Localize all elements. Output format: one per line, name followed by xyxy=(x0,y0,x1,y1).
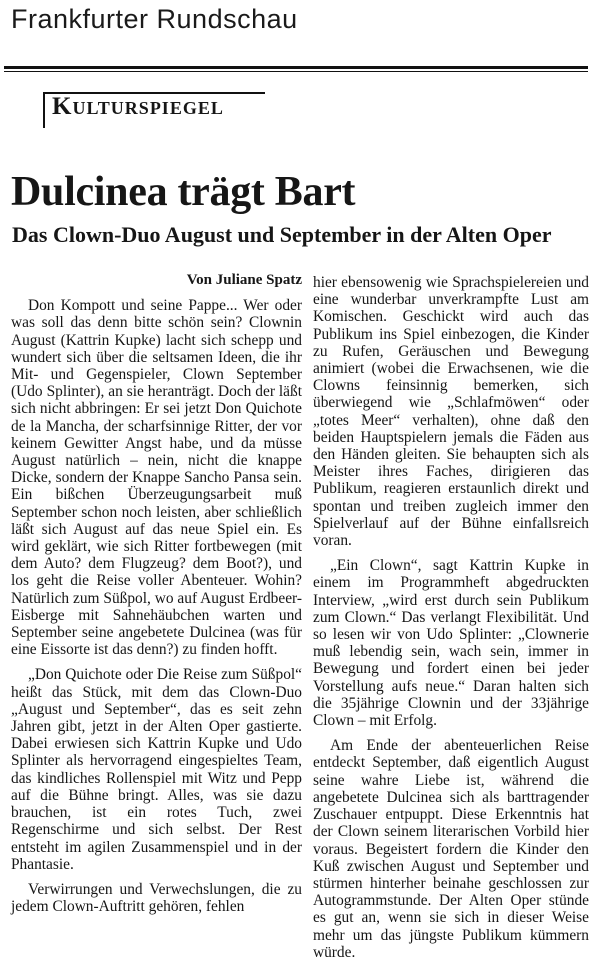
article-headline: Dulcinea trägt Bart xyxy=(11,169,356,215)
section-label: Kulturspiegel xyxy=(52,93,224,120)
article-subheadline: Das Clown-Duo August und September in der Alten Oper xyxy=(12,222,552,247)
article-paragraph: Don Kompott und seine Pappe... Wer oder was soll das denn bitte schön sein? Clownin August (Kattrin Kupke) lacht sich schepp und wundert sich über die seltsamen Ideen, die ihr Mit- und Gegenspieler, Clown September (Udo Splinter), an sie heranträgt. Doch der läßt sich nicht abbringen: Er sei jetzt Don Quichote de la Mancha, der scharfsinnige Ritter, der vor keinem Gewitter Angst habe, und da müsse August natürlich – nein, nicht die knappe Dicke, sondern der Knappe Sancho Pansa sein. Ein bißchen Überzeugungsarbeit muß September schon noch leisten, aber schließlich läßt sich August auf das neue Spiel ein. Es wird geklärt, wie sich Ritter fortbewegen (mit dem Auto? dem Flugzeug? dem Boot?), und los geht die Reise voller Abenteuer. Wohin? Natürlich zum Süßpol, wo auf August Erdbeer-Eisberge mit Sahnehäubchen warten und September seine angebetete Dulcinea (was für eine Eissorte ist das denn?) zu finden hofft. xyxy=(11,297,302,659)
publication-name: Frankfurter Rundschau xyxy=(11,4,298,34)
article-paragraph: „Don Quichote oder Die Reise zum Süßpol“ heißt das Stück, mit dem das Clown-Duo „August und September“, das es seit zehn Jahren gibt, jetzt in der Alten Oper gastierte. Dabei erwiesen sich Kattrin Kupke und Udo Splinter als hervorragend eingespieltes Team, das kindliches Rollenspiel mit Witz und Pepp auf die Bühne bringt. Alles, was sie dazu brauchen, ist ein rotes Tuch, zwei Regenschirme und sich selbst. Der Rest entsteht im agilen Zusammenspiel und in der Phantasie. xyxy=(11,666,302,873)
article-paragraph: hier ebensowenig wie Sprachspielereien und eine wunderbar unverkrampfte Lust am Komischen. Geschickt wird auch das Publikum ins Spiel einbezogen, die Kinder zu Rufen, Geräuschen und Bewegung animiert (wobei die Erwachsenen, wie die Clowns feinsinnig bemerken, sich überwiegend wie „Schlafmöwen“ oder „totes Meer“ verhalten), ohne daß den beiden Hauptspielern jemals die Fäden aus den Händen gleiten. Sie behaupten sich als Meister ihres Faches, dirigieren das Publikum, reagieren erstaunlich direkt und spontan und treiben zugleich immer den Spielverlauf auf der Bühne einfallsreich voran. xyxy=(313,274,589,550)
article-paragraph: Am Ende der abenteuerlichen Reise entdeckt September, daß eigentlich August seine wahre Liebe ist, während die angebetete Dulcinea sich als barttragender Zuschauer entpuppt. Diese Erkenntnis hat der Clown seinem literarischen Vorbild hier voraus. Begeistert fordern die Kinder den Kuß zwischen August und September und stürmen hinterher beinahe geschlossen zur Autogrammstunde. Der Alten Oper stünde es gut an, wenn sie sich in dieser Weise mehr um das jüngste Publikum kümmern würde. xyxy=(313,737,589,961)
masthead-rule-thick xyxy=(4,66,588,69)
masthead-rule-thin xyxy=(4,71,588,72)
article-column-right xyxy=(313,274,589,969)
article-byline: Von Juliane Spatz xyxy=(186,272,302,288)
article-paragraph: „Ein Clown“, sagt Kattrin Kupke in einem im Programmheft abgedruckten Interview, „wird erst durch sein Publikum zum Clown.“ Das verlangt Flexibilität. Und so lesen wir von Udo Splinter: „Clownerie muß lebendig sein, wach sein, immer in Bewegung und fordert einen bei jeder Vorstellung aufs neue.“ Daran halten sich die 35jährige Clownin und der 33jährige Clown – mit Erfolg. xyxy=(313,557,589,730)
article-paragraph: Verwirrungen und Verwechslungen, die zu jedem Clown-Auftritt gehören, fehlen xyxy=(11,880,302,916)
article-column-left xyxy=(11,272,302,923)
